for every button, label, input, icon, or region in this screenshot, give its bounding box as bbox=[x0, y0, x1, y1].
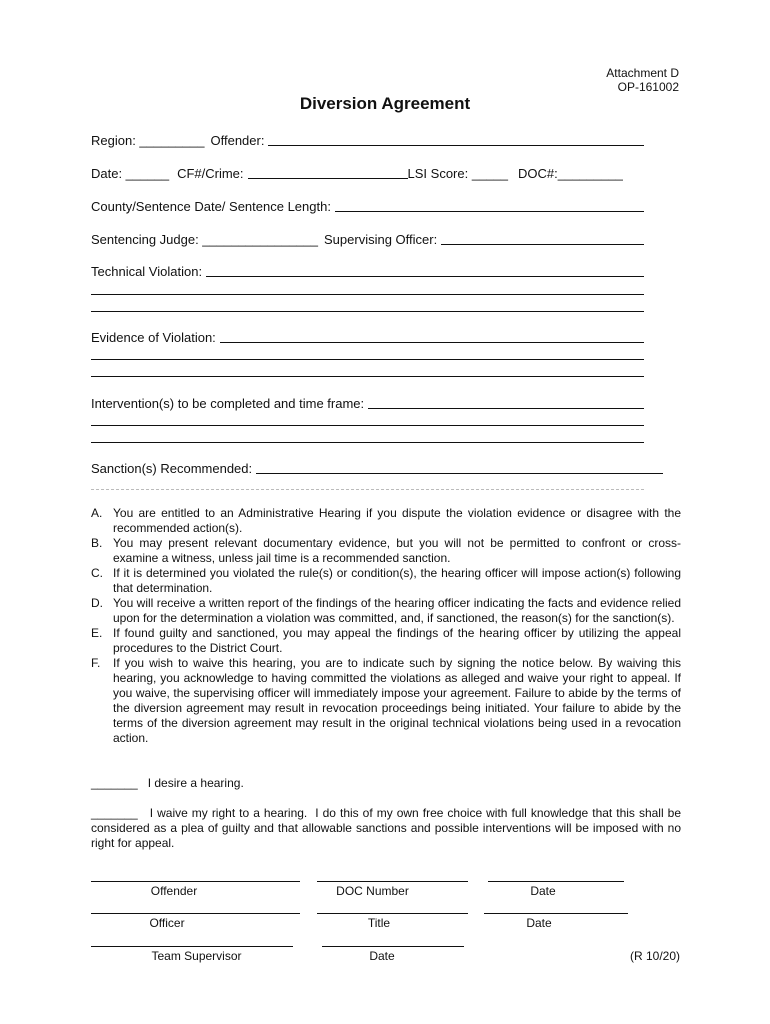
county-field[interactable] bbox=[335, 199, 644, 212]
sanctions-field[interactable] bbox=[256, 461, 663, 474]
interventions-field[interactable] bbox=[368, 396, 644, 409]
hearing-choice[interactable]: _______ I desire a hearing. bbox=[91, 776, 244, 790]
title-line[interactable] bbox=[317, 913, 468, 914]
county-label: County/Sentence Date/ Sentence Length: bbox=[91, 199, 331, 214]
rights-item-f: F. If you wish to waive this hearing, you are to indicate such by signing the notice below. By waiving this hearing, you acknowledge to having committed the violations as alleged and waive your right to appeal. If you waive, the supervising officer will immediately impose your agreement. Failure to abide by the terms of the diversion agreement may result in revocation proceedings being initiated. Your failure to abide by the terms of the diversion agreement may result in the original technical violations being used in a revocation action. bbox=[91, 656, 681, 745]
rights-item-e: E. If found guilty and sanctioned, you may appeal the findings of the hearing officer by utilizing the appeal procedures to the District Court. bbox=[91, 626, 681, 655]
supervisor-date-caption: Date bbox=[369, 949, 395, 963]
attachment-label: Attachment D bbox=[606, 66, 679, 80]
interventions-line-2[interactable] bbox=[91, 425, 644, 426]
region-label: Region: _________ bbox=[91, 133, 205, 148]
officer-date-line[interactable] bbox=[484, 913, 628, 914]
technical-violation-line-2[interactable] bbox=[91, 294, 644, 295]
rights-list bbox=[91, 506, 681, 746]
rights-item-a: A. You are entitled to an Administrative Hearing if you dispute the violation evidence or disagree with the recommended action(s). bbox=[91, 506, 681, 535]
offender-date-caption: Date bbox=[530, 884, 556, 898]
technical-violation-row bbox=[91, 264, 644, 279]
rights-item-b: B. You may present relevant documentary evidence, but you will not be permitted to confront or cross-examine a witness, unless jail time is a recommended sanction. bbox=[91, 536, 681, 565]
interventions-row bbox=[91, 396, 644, 411]
doc-number-caption: DOC Number bbox=[336, 884, 409, 898]
judge-label: Sentencing Judge: ________________ bbox=[91, 232, 318, 247]
offender-caption: Offender bbox=[150, 884, 198, 898]
offender-date-line[interactable] bbox=[488, 881, 624, 882]
evidence-row bbox=[91, 330, 644, 345]
technical-violation-line-3[interactable] bbox=[91, 311, 644, 312]
team-supervisor-signature-line[interactable] bbox=[91, 946, 293, 947]
officer-signature-line[interactable] bbox=[91, 913, 300, 914]
supervising-officer-label: Supervising Officer: bbox=[324, 232, 438, 247]
sanctions-label: Sanction(s) Recommended: bbox=[91, 461, 253, 476]
interventions-line-3[interactable] bbox=[91, 442, 644, 443]
evidence-label: Evidence of Violation: bbox=[91, 330, 216, 345]
officer-date-caption: Date bbox=[526, 916, 552, 930]
title-caption: Title bbox=[367, 916, 391, 930]
cf-crime-field[interactable] bbox=[248, 166, 408, 179]
technical-violation-field[interactable] bbox=[206, 264, 644, 277]
lsi-score-label: LSI Score: _____ bbox=[407, 166, 508, 181]
sanctions-row bbox=[91, 461, 663, 476]
evidence-line-3[interactable] bbox=[91, 376, 644, 377]
op-number: OP-161002 bbox=[617, 80, 679, 94]
offender-label: Offender: bbox=[210, 133, 265, 148]
cf-crime-label: CF#/Crime: bbox=[177, 166, 244, 181]
date-crime-row bbox=[91, 166, 644, 181]
judge-officer-row bbox=[91, 232, 644, 247]
officer-caption: Officer bbox=[149, 916, 185, 930]
evidence-line-2[interactable] bbox=[91, 359, 644, 360]
evidence-field[interactable] bbox=[220, 330, 644, 343]
doc-label: DOC#:_________ bbox=[518, 166, 623, 181]
offender-signature-line[interactable] bbox=[91, 881, 300, 882]
sanctions-line-2[interactable] bbox=[91, 489, 644, 490]
supervisor-date-line[interactable] bbox=[322, 946, 464, 947]
supervising-officer-field[interactable] bbox=[441, 232, 644, 245]
date-label: Date: ______ bbox=[91, 166, 170, 181]
interventions-label: Intervention(s) to be completed and time frame: bbox=[91, 396, 365, 411]
county-row bbox=[91, 199, 644, 214]
team-supervisor-caption: Team Supervisor bbox=[151, 949, 242, 963]
rights-item-c: C. If it is determined you violated the rule(s) or condition(s), the hearing officer will impose action(s) following that determination. bbox=[91, 566, 681, 595]
revision-code: (R 10/20) bbox=[629, 949, 680, 963]
rights-item-d: D. You will receive a written report of the findings of the hearing officer indicating the facts and evidence relied upon for the determination a violation was committed, and, if sanctioned, the reason(s) for the sanction(s). bbox=[91, 596, 681, 625]
offender-field[interactable] bbox=[268, 133, 644, 146]
technical-violation-label: Technical Violation: bbox=[91, 264, 203, 279]
page-title: Diversion Agreement bbox=[299, 94, 471, 113]
waive-choice[interactable]: _______ I waive my right to a hearing. I do this of my own free choice with full knowledge that this shall be considered as a plea of guilty and that allowable sanctions and possible interventions will be imposed with no right for appeal. bbox=[91, 806, 685, 850]
doc-number-line[interactable] bbox=[317, 881, 468, 882]
region-offender-row bbox=[91, 133, 644, 148]
